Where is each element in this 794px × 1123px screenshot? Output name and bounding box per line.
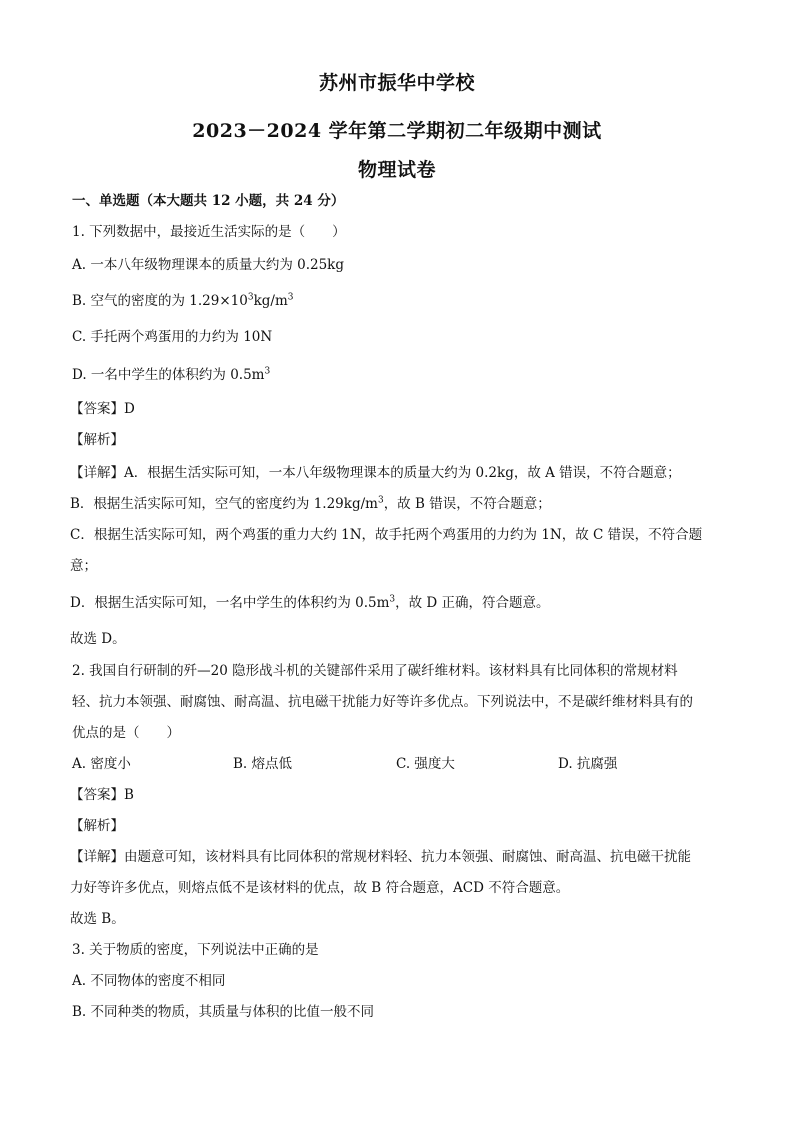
q1-detail-d-tail: ，故 D 正确，符合题意。 [395,595,550,611]
q2-option-a: A. 密度小 [72,756,131,772]
q1-detail-d [70,594,550,612]
q1-option-b-text: B. 空气的密度的为 1.29×10 [72,293,248,309]
school-title: 苏州市振华中学校 [318,72,475,94]
q1-conclusion: 故选 D。 [70,631,126,647]
q1-detail-b [70,495,551,513]
q1-detail-d-exponent: 3 [389,594,396,605]
q1-option-d-exponent: 3 [264,366,271,377]
q3-option-b: B. 不同种类的物质，其质量与体积的比值一般不同 [72,1004,375,1020]
q1-detail-a: 【详解】A．根据生活实际可知，一本八年级物理课本的质量大约为 0.2kg，故 A 错误，不符合题意； [70,465,681,481]
q1-detail-d-text: D．根据生活实际可知，一名中学生的体积约为 0.5m [70,595,390,611]
q1-option-b-unit: kg/m [253,293,288,309]
q2-detail-line2: 力好等许多优点，则熔点低不是该材料的优点，故 B 符合题意，ACD 不符合题意。 [70,880,570,896]
q1-detail-b-text: B．根据生活实际可知，空气的密度约为 1.29kg/m [70,496,378,512]
section-heading: 一、单选题（本大题共 12 小题，共 24 分） [72,193,345,209]
q2-option-d: D. 抗腐强 [558,756,618,772]
q1-option-b-unit-exponent: 3 [287,292,294,303]
q1-analysis-label: 【解析】 [70,432,124,448]
q1-detail-b-tail: ，故 B 错误，不符合题意； [383,496,551,512]
q1-option-a: A. 一本八年级物理课本的质量大约为 0.25kg [72,257,345,273]
q1-detail-c-line1: C．根据生活实际可知，两个鸡蛋的重力大约 1N，故手托两个鸡蛋用的力约为 1N，故 C 错误，不符合题 [70,527,703,543]
q2-stem-line1: 2. 我国自行研制的歼—20 隐形战斗机的关键部件采用了碳纤维材料。该材料具有比同体积的常规材料 [72,663,678,679]
q2-answer: 【答案】B [70,787,134,803]
q3-option-a: A. 不同物体的密度不相同 [72,973,226,989]
q1-option-d [72,366,270,384]
subject-title: 物理试卷 [357,159,436,181]
q1-detail-c-line2: 意； [70,558,97,574]
q1-option-d-text: D. 一名中学生的体积约为 0.5m [72,367,265,383]
q2-conclusion: 故选 B。 [70,911,125,927]
q2-option-c: C. 强度大 [396,756,455,772]
q3-stem: 3. 关于物质的密度，下列说法中正确的是 [72,942,319,958]
q2-detail-line1: 【详解】由题意可知，该材料具有比同体积的常规材料轻、抗力本领强、耐腐蚀、耐高温、抗电磁干扰能 [70,849,691,865]
q1-stem: 1. 下列数据中，最接近生活实际的是（ ） [72,224,346,240]
q1-option-b-exponent: 3 [247,292,254,303]
q1-option-b [72,292,293,310]
q1-detail-b-exponent: 3 [377,495,384,506]
exam-title: 2023－2024 学年第二学期初二年级期中测试 [192,120,602,142]
q1-answer: 【答案】D [70,401,135,417]
q2-stem-line3: 优点的是（ ） [72,725,180,741]
q1-option-c: C. 手托两个鸡蛋用的力约为 10N [72,329,273,345]
q2-analysis-label: 【解析】 [70,818,124,834]
q2-option-b: B. 熔点低 [233,756,293,772]
q2-stem-line2: 轻、抗力本领强、耐腐蚀、耐高温、抗电磁干扰能力好等许多优点。下列说法中，不是碳纤维材料具有的 [72,694,693,710]
